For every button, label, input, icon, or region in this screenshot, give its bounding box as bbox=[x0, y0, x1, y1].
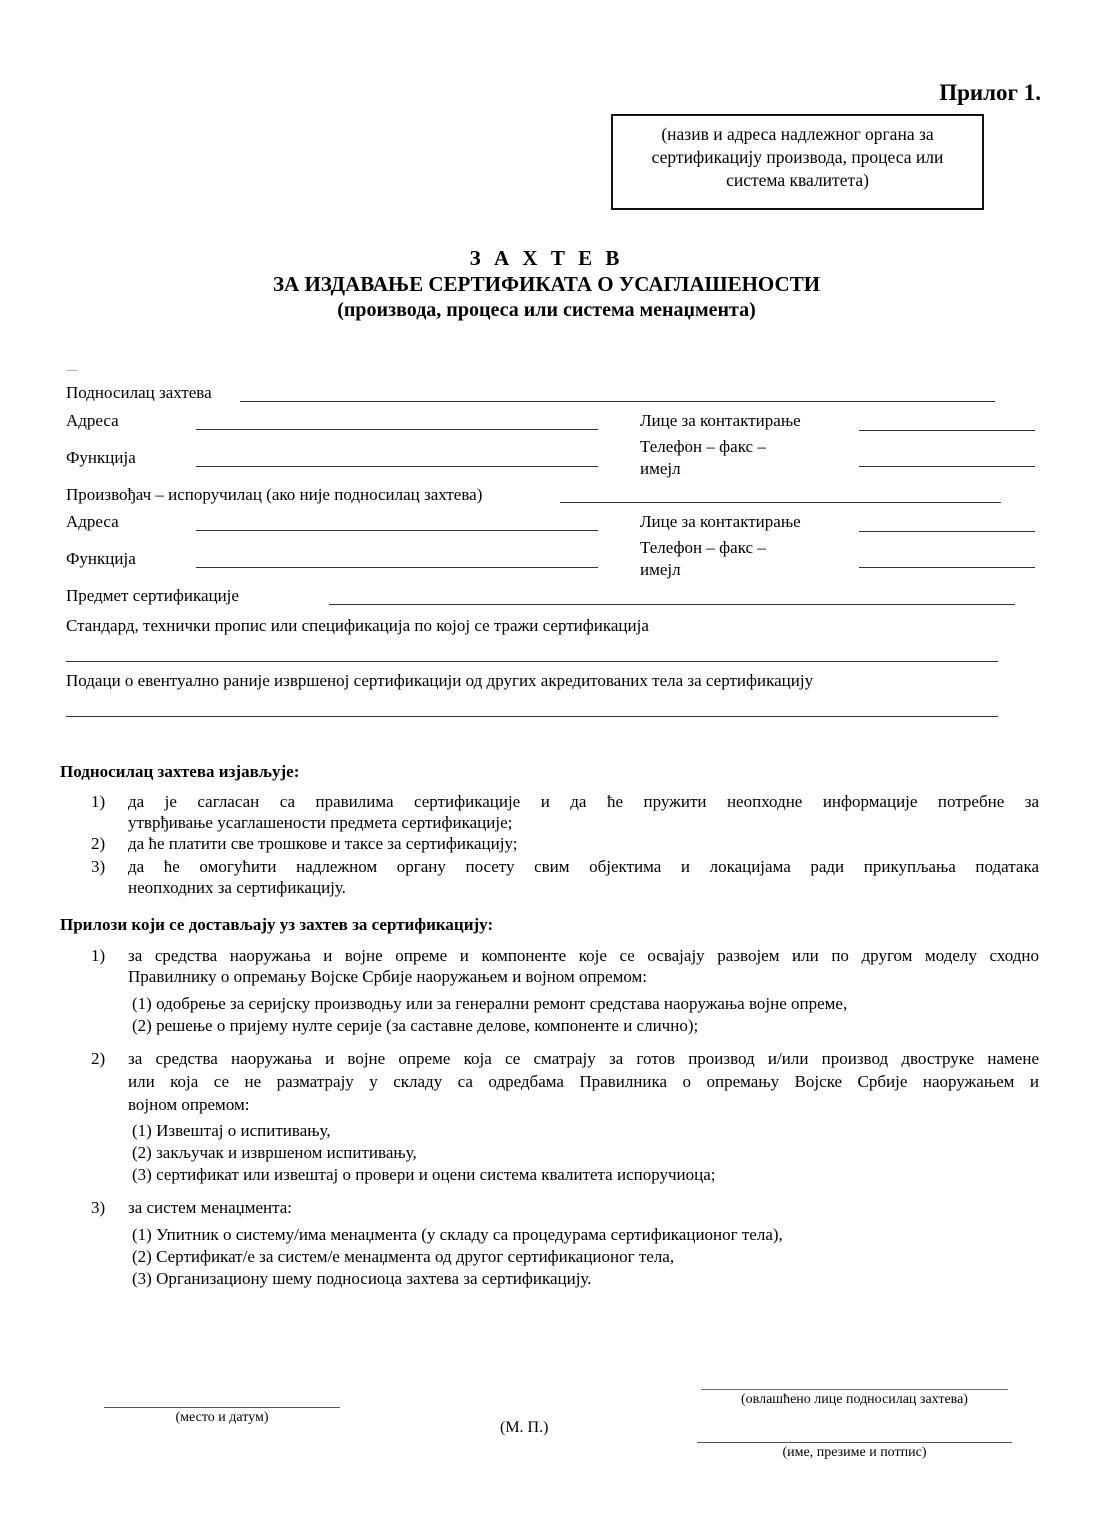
stamp-placeholder: (М. П.) bbox=[500, 1419, 549, 1436]
subject-field[interactable] bbox=[329, 604, 1015, 605]
manufacturer-address-field[interactable] bbox=[196, 530, 598, 531]
applicant-phone-label: Телефон – факс – bbox=[640, 437, 766, 456]
declaration-item-text-cont: утврђивање усаглашености предмета сертификације; bbox=[128, 813, 513, 832]
subject-label: Предмет сертификације bbox=[66, 586, 239, 605]
manufacturer-phone-label: Телефон – факс – bbox=[640, 538, 766, 557]
place-date-caption: (место и датум) bbox=[175, 1410, 269, 1425]
declaration-item-text: да ће платити све трошкове и таксе за сертификацију; bbox=[128, 834, 518, 853]
applicant-address-label: Адреса bbox=[66, 411, 119, 430]
attachment-item-text-cont: Правилнику о опремању Војске Србије наоружањем и војном опремом: bbox=[128, 967, 648, 986]
manufacturer-label: Произвођач – испоручилац (ако није подносилац захтева) bbox=[66, 485, 483, 504]
standard-field[interactable] bbox=[66, 661, 998, 662]
authority-address-box[interactable] bbox=[611, 114, 984, 210]
authority-box-line: (назив и адреса надлежног органа за bbox=[661, 124, 934, 144]
attachment-subitem: (1) Извештај о испитивању, bbox=[132, 1121, 331, 1140]
attachment-subitem: (1) Упитник о систему/има менаџмента (у складу са процедурама сертификационог тела), bbox=[132, 1225, 783, 1244]
declaration-item-number: 1) bbox=[91, 792, 106, 811]
applicant-field[interactable] bbox=[240, 401, 995, 402]
place-date-field[interactable] bbox=[104, 1407, 340, 1408]
attachment-item-text-cont: или која се не разматрају у складу са одредбама Правилника о опремању Војске Србије наоружањем и bbox=[128, 1072, 1039, 1091]
document-subtitle: ЗА ИЗДАВАЊЕ СЕРТИФИКАТА О УСАГЛАШЕНОСТИ bbox=[272, 272, 821, 296]
manufacturer-field[interactable] bbox=[560, 502, 1001, 503]
applicant-contact-label: Лице за контактирање bbox=[640, 411, 801, 430]
attachment-item-number: 3) bbox=[91, 1198, 106, 1217]
declaration-item-number: 2) bbox=[91, 834, 106, 853]
declaration-item-text: да ће омогућити надлежном органу посету свим објектима и локацијама ради прикупљања података bbox=[128, 857, 1039, 876]
attachment-item-text: за систем менаџмента: bbox=[128, 1198, 293, 1217]
document-subtitle-scope: (производа, процеса или система менаџмента) bbox=[337, 299, 756, 321]
attachment-item-text: за средства наоружања и војне опреме која се сматрају за готов производ и/или производ двоструке намене bbox=[128, 1049, 1039, 1068]
document-title: З А Х Т Е В bbox=[469, 246, 624, 270]
previous-certification-field[interactable] bbox=[66, 716, 998, 717]
authority-box-line: сертификацију производа, процеса или bbox=[651, 147, 944, 167]
authorized-person-field[interactable] bbox=[701, 1389, 1008, 1390]
applicant-phone-label-cont: имејл bbox=[640, 459, 681, 478]
manufacturer-contact-field[interactable] bbox=[859, 531, 1035, 532]
attachment-item-text: за средства наоружања и војне опреме и компоненте које се освајају развојем или по другом моделу сходно bbox=[128, 946, 1039, 965]
manufacturer-function-field[interactable] bbox=[196, 567, 598, 568]
declaration-item-number: 3) bbox=[91, 857, 106, 876]
applicant-address-field[interactable] bbox=[196, 429, 598, 430]
attachment-subitem: (1) одобрење за серијску производњу или за генерални ремонт средстава наоружања војне опреме, bbox=[132, 994, 848, 1013]
attachment-item-number: 1) bbox=[91, 946, 106, 965]
annex-label: Прилог 1. bbox=[939, 80, 1041, 105]
name-signature-caption: (име, презиме и потпис) bbox=[782, 1445, 927, 1460]
declaration-heading: Подносилац захтева изјављује: bbox=[60, 762, 300, 781]
manufacturer-contact-label: Лице за контактирање bbox=[640, 512, 801, 531]
previous-certification-label: Подаци о евентуално раније извршеној сертификацији од других акредитованих тела за сертификацију bbox=[66, 671, 814, 690]
applicant-phone-field[interactable] bbox=[859, 466, 1035, 467]
attachment-subitem: (3) Организациону шему подносиоца захтева за сертификацију. bbox=[132, 1269, 592, 1288]
applicant-label: Подносилац захтева bbox=[66, 383, 212, 402]
manufacturer-phone-field[interactable] bbox=[859, 567, 1035, 568]
attachment-subitem: (2) решење о пријему нулте серије (за саставне делове, компоненте и слично); bbox=[132, 1016, 699, 1035]
attachments-heading: Прилози који се достављају уз захтев за сертификацију: bbox=[60, 915, 494, 934]
attachment-subitem: (3) сертификат или извештај о провери и оцени система квалитета испоручиоца; bbox=[132, 1165, 716, 1184]
applicant-contact-field[interactable] bbox=[859, 430, 1035, 431]
applicant-function-field[interactable] bbox=[196, 466, 598, 467]
manufacturer-address-label: Адреса bbox=[66, 512, 119, 531]
name-signature-field[interactable] bbox=[697, 1442, 1012, 1443]
authority-box-line: система квалитета) bbox=[726, 170, 869, 190]
attachment-item-number: 2) bbox=[91, 1049, 106, 1068]
decorative-dash bbox=[66, 370, 78, 371]
manufacturer-phone-label-cont: имејл bbox=[640, 560, 681, 579]
attachment-subitem: (2) закључак и извршеном испитивању, bbox=[132, 1143, 417, 1162]
authorized-person-caption: (овлашћено лице подносилац захтева) bbox=[741, 1392, 968, 1407]
manufacturer-function-label: Функција bbox=[66, 549, 136, 568]
attachment-item-text-cont: војном опремом: bbox=[128, 1095, 250, 1114]
applicant-function-label: Функција bbox=[66, 448, 136, 467]
declaration-item-text-cont: неопходних за сертификацију. bbox=[128, 878, 346, 897]
standard-label: Стандард, технички пропис или спецификација по којој се тражи сертификација bbox=[66, 616, 649, 635]
declaration-item-text: да је сагласан са правилима сертификације и да ће пружити неопходне информације потребне за bbox=[128, 792, 1039, 811]
attachment-subitem: (2) Сертификат/е за систем/е менаџмента од другог сертификационог тела, bbox=[132, 1247, 675, 1266]
